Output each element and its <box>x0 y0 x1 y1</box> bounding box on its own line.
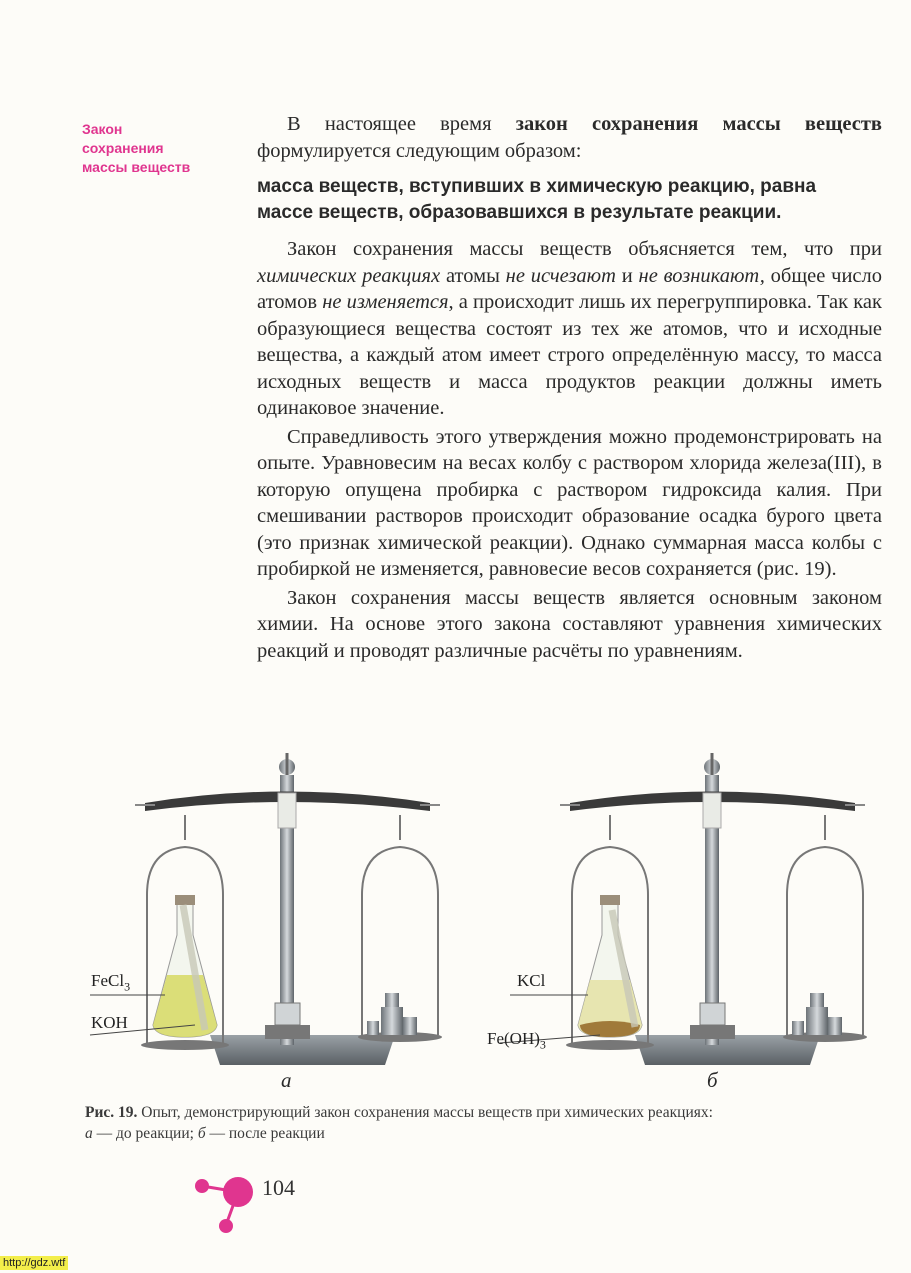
text-run: общее число атомов <box>257 264 883 313</box>
caption-letter-a: а <box>85 1125 93 1142</box>
law-line: масса веществ, вступивших в химическую реакцию, равна <box>257 176 817 197</box>
caption-label: Рис. 19. <box>85 1104 138 1121</box>
paragraph-conclusion: Закон сохранения массы веществ является основным законом химии. На основе этого закона составляют уравнения химических реакций и проводят различные расчёты по уравнениям. <box>257 586 882 662</box>
italic-run: не изменяется <box>322 291 449 313</box>
law-line: массе веществ, образовавшихся в результате реакции. <box>257 202 782 223</box>
page-number-text: 104 <box>262 1175 295 1200</box>
figure-caption <box>85 1102 885 1144</box>
law-statement <box>257 174 882 226</box>
text-run: и <box>615 264 639 287</box>
label-subscript: 3 <box>124 979 131 994</box>
figure-letter-b: б <box>707 1068 718 1092</box>
balance-illustration <box>85 745 885 1090</box>
figure-balance-experiment <box>85 745 885 1090</box>
italic-run: не исчезают <box>505 264 616 287</box>
page-number <box>190 1170 320 1240</box>
margin-note <box>82 120 222 177</box>
label-feoh3 <box>487 1029 546 1052</box>
law-term: закон сохранения массы веществ <box>515 113 882 135</box>
italic-run: химических реакциях <box>257 264 441 287</box>
label-fecl3 <box>91 971 130 994</box>
paragraph-intro <box>257 111 882 164</box>
label-text: Fe(OH) <box>487 1029 540 1048</box>
watermark-link[interactable]: http://gdz.wtf <box>0 1256 68 1270</box>
margin-note-line: Закон <box>82 121 123 137</box>
text-run: Закон сохранения массы веществ объясняется тем, что при <box>287 238 882 260</box>
text-run: В настоящее время <box>287 113 516 135</box>
molecule-icon <box>190 1170 260 1240</box>
main-text <box>257 111 882 664</box>
italic-run: не возникают, <box>638 264 765 287</box>
text-run: формулируется следующим образом: <box>257 139 582 162</box>
caption-text: — после реакции <box>205 1125 325 1142</box>
label-text: FeCl <box>91 971 125 990</box>
balance-b <box>500 753 867 1065</box>
label-subscript: 3 <box>539 1037 546 1052</box>
margin-note-line: массы веществ <box>82 159 191 175</box>
margin-note-line: сохранения <box>82 140 164 156</box>
paragraph-explanation <box>257 236 882 422</box>
caption-text: — до реакции; <box>92 1125 198 1142</box>
balance-a <box>90 753 442 1065</box>
paragraph-experiment: Справедливость этого утверждения можно продемонстрировать на опыте. Уравновесим на весах колбу с раствором хлорида железа(III), в которую опущена пробирка с раствором гидроксида калия. При смешивании растворов происходит образование осадка бурого цвета (это признак химической реакции). Однако суммарная масса колбы с пробиркой не изменяется, равновесие весов сохраняется (рис. 19). <box>257 425 882 580</box>
text-run: атомы <box>440 264 506 287</box>
label-kcl: KCl <box>517 971 546 990</box>
caption-letter-b: б <box>197 1125 206 1142</box>
label-koh: KOH <box>91 1013 128 1032</box>
figure-letter-a: а <box>281 1068 292 1092</box>
caption-text: Опыт, демонстрирующий закон сохранения массы веществ при химических реакциях: <box>137 1104 713 1121</box>
text-run: , а происходит лишь их перегруппировка. Так как образующиеся вещества состоят из тех же атомов, что и исходные вещества, а каждый атом имеет строго определённую массу, то масса исходных веществ и масса продуктов реакции должны иметь одинаковое значение. <box>257 291 882 419</box>
